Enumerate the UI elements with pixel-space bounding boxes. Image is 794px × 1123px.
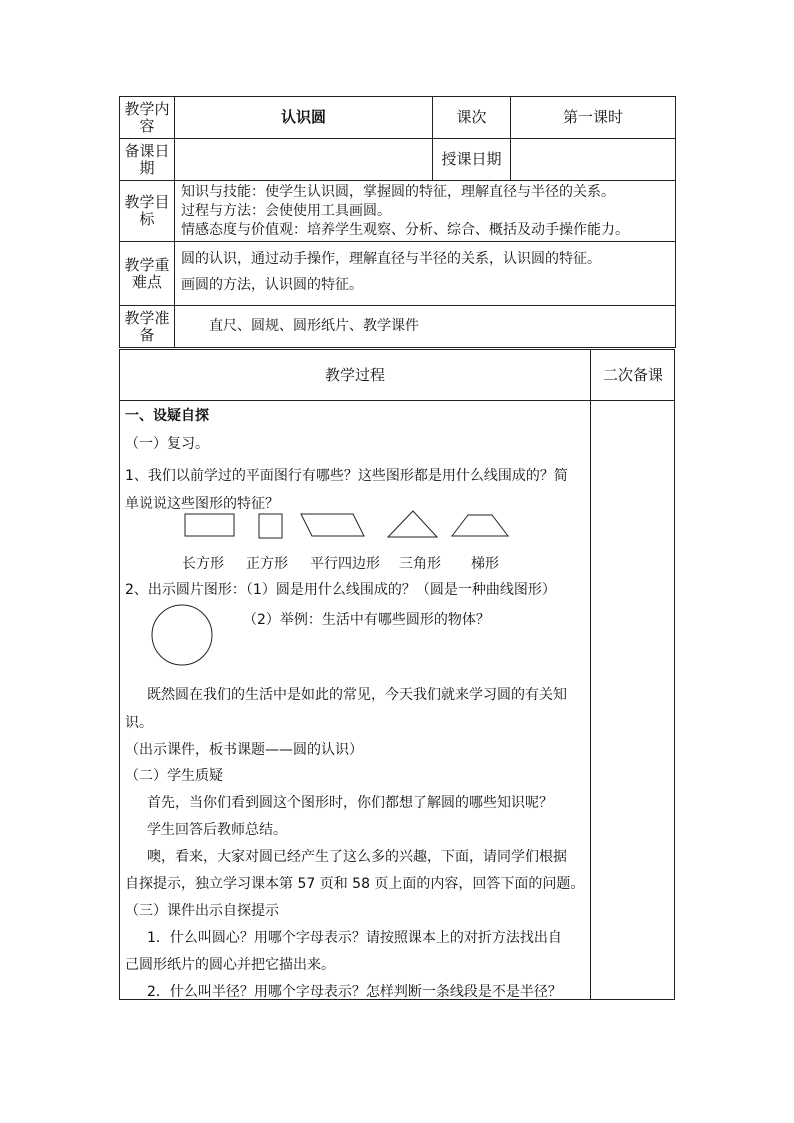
question-line: 1、我们以前学过的平面图行有哪些？这些图形都是用什么线围成的？简 [125, 468, 568, 484]
paragraph-line: 首先，当你们看到圆这个图形时，你们都想了解圆的哪些知识呢？ [147, 795, 553, 811]
prep-date-value [175, 139, 433, 181]
parallelogram-shape [301, 514, 364, 536]
content-label: 教学内容 [120, 97, 175, 139]
keypoints-label: 教学重难点 [120, 242, 175, 306]
hint-line: 己圆形纸片的圆心并把它描出来。 [125, 957, 335, 973]
shape-label: 梯形 [471, 556, 499, 572]
lesson-label: 课次 [433, 97, 511, 139]
shape-label: 平行四边形 [310, 556, 380, 572]
objectives-cell [175, 181, 676, 242]
keypoints-cell [175, 242, 676, 306]
question-line: 单说说这些图形的特征？ [125, 496, 279, 512]
shape-label: 长方形 [182, 556, 224, 572]
keypoint-line: 圆的认识，通过动手操作，理解直径与半径的关系，认识圆的特征。 [181, 251, 601, 267]
paragraph-line: 学生回答后教师总结。 [147, 822, 287, 838]
second-prep-title: 二次备课 [602, 366, 663, 384]
column-divider [590, 350, 591, 1000]
keypoint-line: 画圆的方法，认识圆的特征。 [181, 277, 363, 293]
prep-date-label: 备课日期 [120, 139, 175, 181]
subheading-review: （一）复习。 [125, 436, 209, 452]
teach-date-label: 授课日期 [433, 139, 511, 181]
objective-line: 过程与方法：会使使用工具画圆。 [181, 202, 391, 219]
shape-label: 正方形 [246, 556, 288, 572]
trapezoid-shape [452, 515, 508, 536]
row-divider [120, 400, 675, 401]
lesson-header-table [119, 96, 676, 348]
subheading-questions: （二）学生质疑 [125, 768, 223, 784]
paragraph-line: 自探提示，独立学习课本第 57 页和 58 页上面的内容，回答下面的问题。 [125, 876, 585, 892]
objective-line: 情感态度与价值观：培养学生观察、分析、综合、概括及动手操作能力。 [181, 221, 629, 238]
subheading-hints: （三）课件出示自探提示 [125, 903, 279, 919]
process-title: 教学过程 [324, 366, 385, 384]
objectives-label: 教学目标 [120, 181, 175, 242]
process-section [119, 349, 675, 1000]
lesson-value: 第一课时 [511, 97, 676, 139]
shape-label: 三角形 [399, 556, 441, 572]
teach-date-value [511, 139, 676, 181]
circle-shape [152, 605, 212, 665]
circle-figure [151, 604, 215, 668]
square-shape [259, 514, 282, 538]
objective-line: 知识与技能：使学生认识圆，掌握圆的特征，理解直径与半径的关系。 [181, 183, 615, 200]
triangle-shape [388, 511, 437, 537]
shapes-figure [125, 509, 588, 543]
hint-line: 1．什么叫圆心？用哪个字母表示？请按照课本上的对折方法找出自 [147, 930, 562, 946]
paragraph-line: 噢，看来，大家对圆已经产生了这么多的兴趣，下面，请同学们根据 [147, 849, 567, 865]
prep-label: 教学准备 [120, 306, 175, 348]
rectangle-shape [185, 514, 234, 536]
paragraph-line: 识。 [125, 715, 153, 731]
prep-value: 直尺、圆规、圆形纸片、教学课件 [175, 306, 676, 348]
content-value: 认识圆 [175, 97, 433, 139]
paragraph-line: 既然圆在我们的生活中是如此的常见，今天我们就来学习圆的有关知 [147, 687, 567, 703]
paragraph-line: （出示课件，板书课题——圆的认识） [125, 742, 363, 758]
example-question: （2）举例：生活中有哪些圆形的物体？ [243, 612, 490, 628]
section-heading: 一、设疑自探 [125, 408, 209, 424]
circle-question: 2、出示圆片图形：（1）圆是用什么线围成的？（圆是一种曲线图形） [125, 582, 556, 598]
hint-line: 2．什么叫半径？用哪个字母表示？怎样判断一条线段是不是半径？ [147, 984, 562, 1000]
